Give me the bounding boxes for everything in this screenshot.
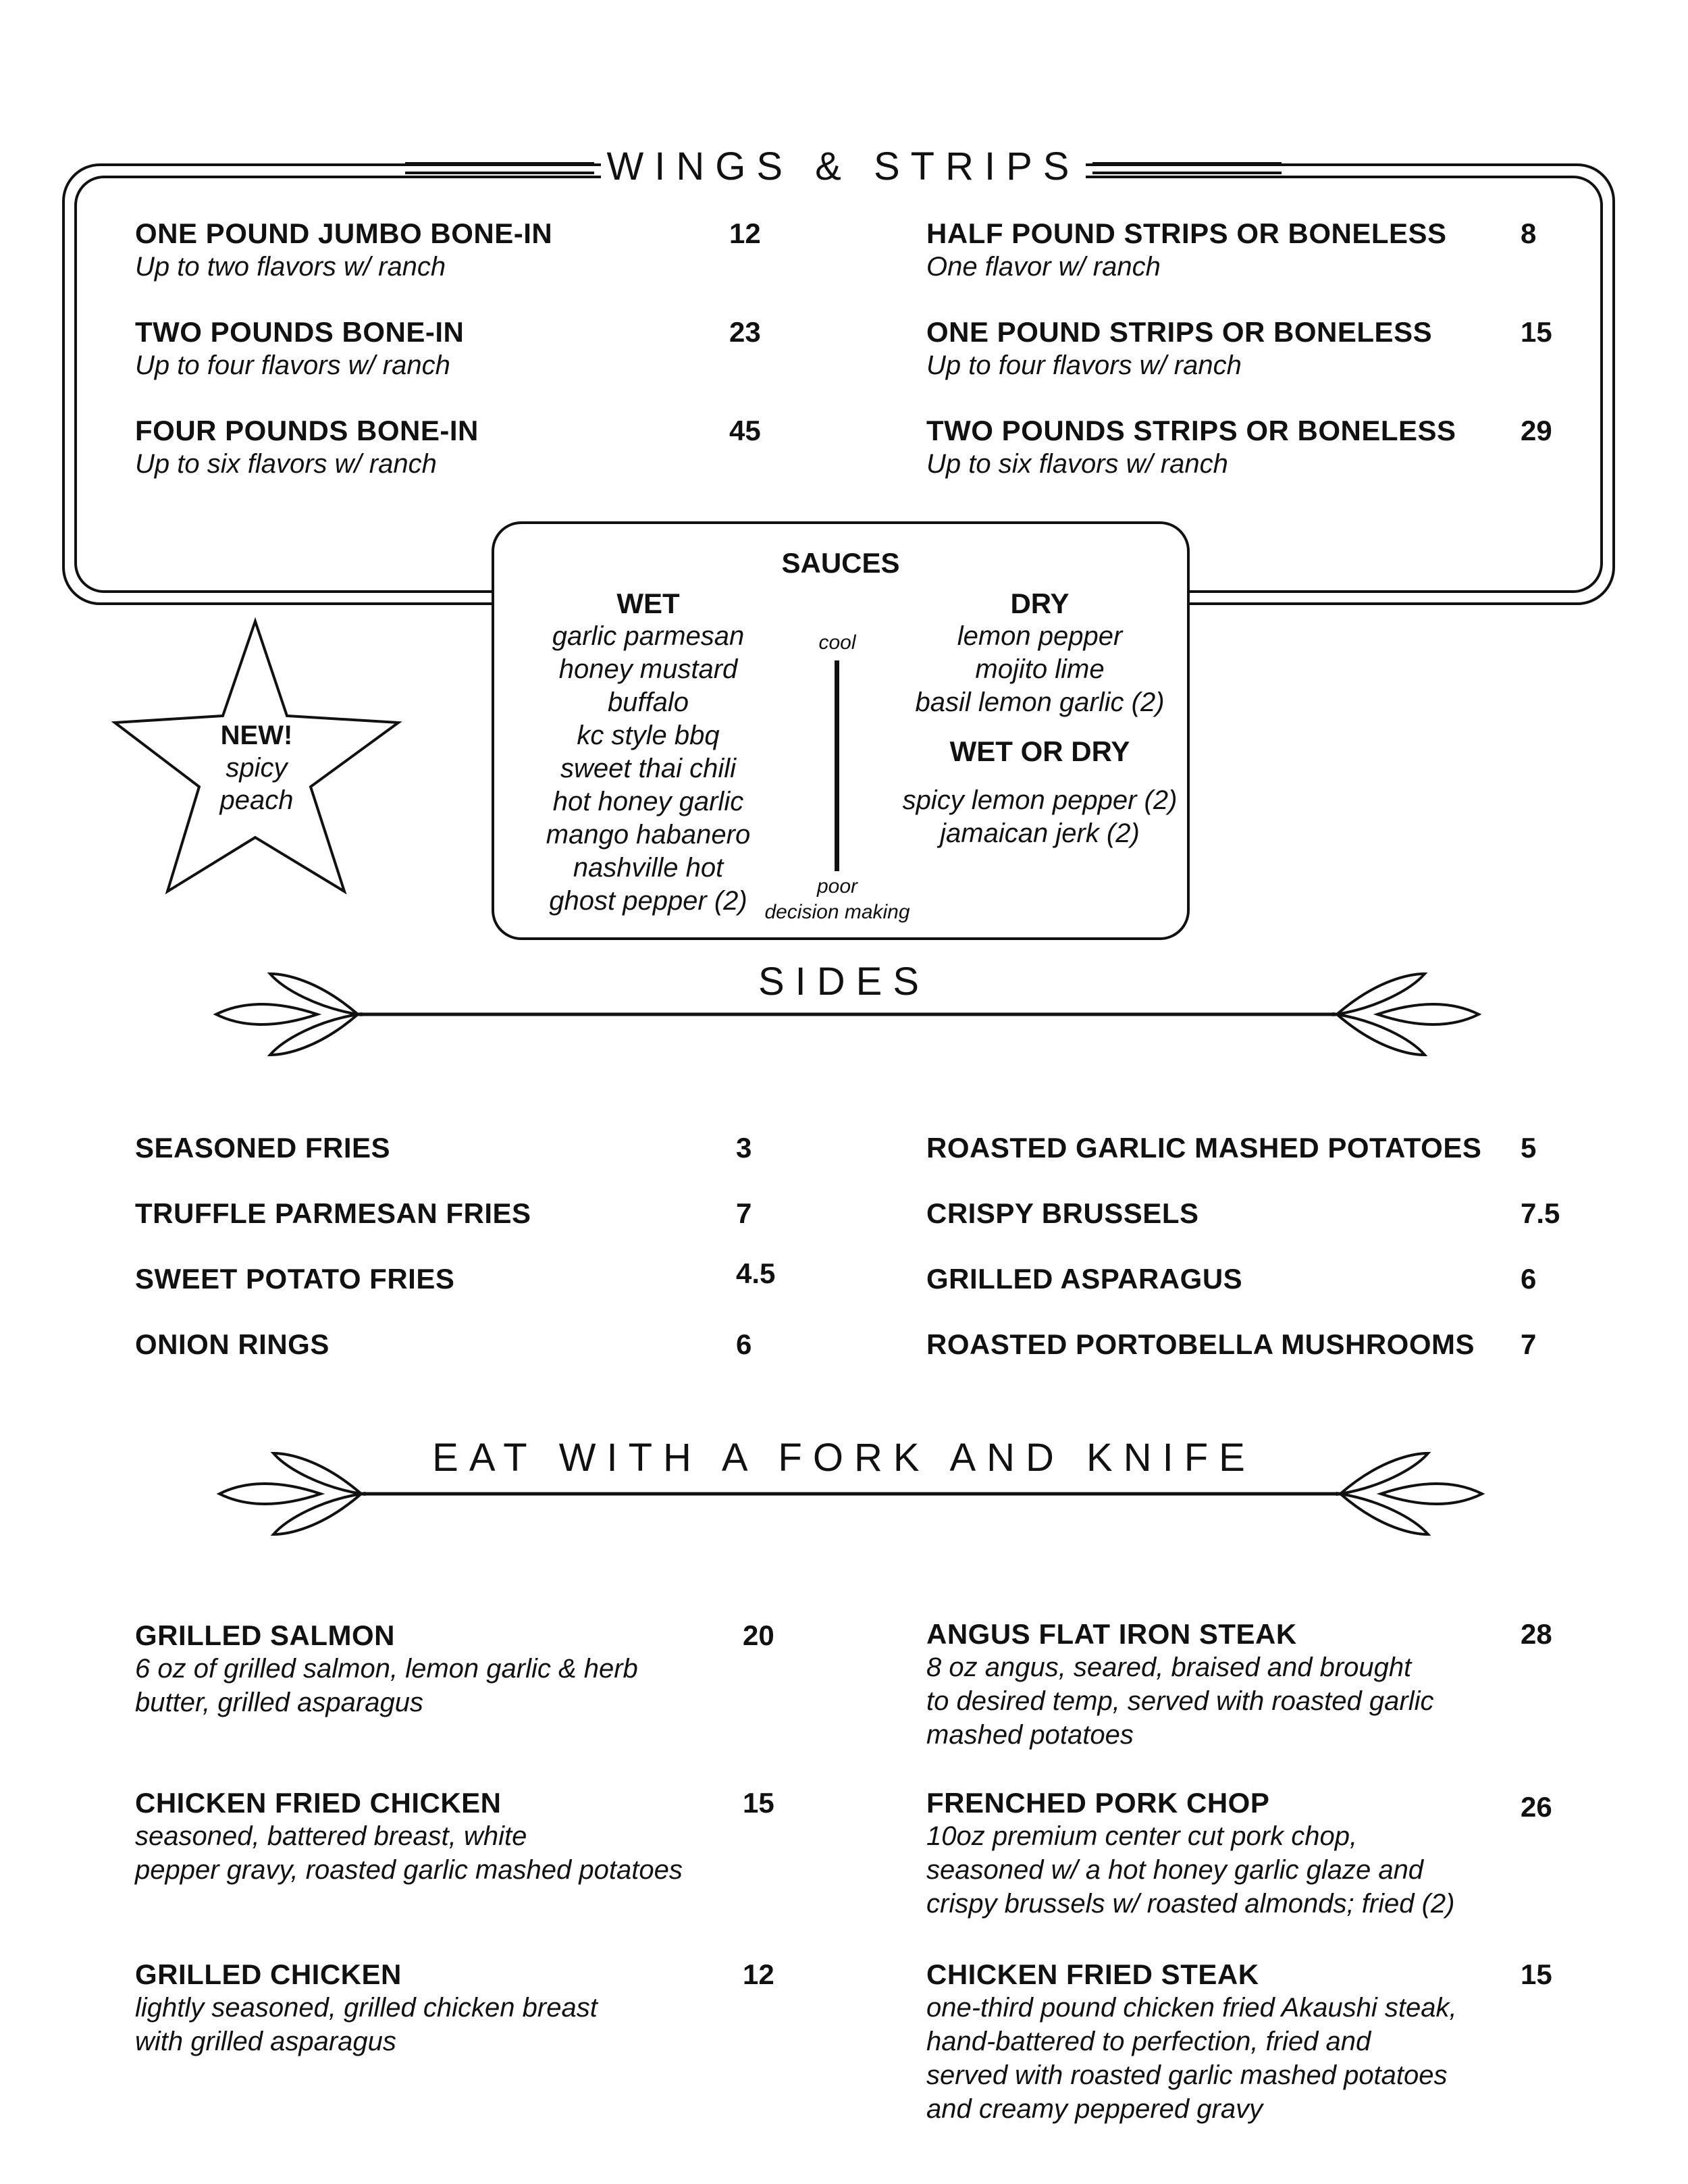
menu-item	[135, 1787, 797, 1895]
sauce-item: jamaican jerk (2)	[940, 818, 1140, 848]
menu-item	[926, 316, 1588, 415]
entrees-section-title: EAT WITH A FORK AND KNIFE	[432, 1436, 1256, 1480]
item-description: one-third pound chicken fried Akaushi steak,	[926, 1993, 1457, 2023]
item-description: served with roasted garlic mashed potatoes	[926, 2060, 1448, 2091]
item-price: 6	[1521, 1263, 1537, 1295]
sauce-item: buffalo	[607, 687, 689, 717]
item-price: 29	[1521, 415, 1552, 446]
menu-item	[135, 1257, 797, 1328]
sauce-item: kc style bbq	[577, 721, 720, 750]
menu-item	[926, 1132, 1602, 1197]
item-name: ANGUS FLAT IRON STEAK	[926, 1618, 1297, 1650]
item-description: with grilled asparagus	[135, 2027, 396, 2057]
new-badge-text: spicy	[226, 753, 288, 783]
item-description: butter, grilled asparagus	[135, 1688, 423, 1718]
item-name: HALF POUND STRIPS OR BONELESS	[926, 217, 1447, 249]
scale-bottom-label: decision making	[764, 901, 910, 923]
item-name: CHICKEN FRIED STEAK	[926, 1958, 1259, 1990]
item-description: 10oz premium center cut pork chop,	[926, 1821, 1358, 1852]
item-name: GRILLED CHICKEN	[135, 1958, 402, 1990]
item-description: Up to two flavors w/ ranch	[135, 252, 446, 282]
new-badge	[189, 719, 324, 816]
item-price: 12	[729, 217, 761, 249]
item-price: 3	[736, 1132, 752, 1164]
sides-leaf-divider	[0, 959, 1688, 1067]
item-name: FOUR POUNDS BONE-IN	[135, 415, 479, 446]
sauce-item: sweet thai chili	[560, 754, 737, 783]
item-description: 6 oz of grilled salmon, lemon garlic & herb	[135, 1654, 638, 1684]
menu-item	[926, 217, 1588, 316]
sauces-title: SAUCES	[781, 547, 900, 579]
menu-item	[926, 1958, 1602, 2134]
menu-item	[135, 316, 797, 415]
item-name: ROASTED PORTOBELLA MUSHROOMS	[926, 1328, 1475, 1360]
item-price: 26	[1521, 1791, 1552, 1823]
item-price: 12	[743, 1958, 774, 1990]
menu-item	[926, 1787, 1602, 1929]
item-price: 15	[1521, 316, 1552, 348]
item-name: ONE POUND JUMBO BONE-IN	[135, 217, 553, 249]
item-description: seasoned, battered breast, white	[135, 1821, 527, 1852]
new-badge-label: NEW!	[220, 721, 293, 750]
leaf-left-icon	[216, 974, 358, 1055]
new-badge-text: peach	[219, 785, 294, 815]
menu-item	[135, 1958, 797, 2066]
menu-item	[926, 1263, 1602, 1328]
sauce-item: honey mustard	[558, 654, 738, 684]
item-name: CHICKEN FRIED CHICKEN	[135, 1787, 502, 1819]
item-price: 4.5	[736, 1257, 776, 1289]
sauce-item: mango habanero	[546, 820, 751, 850]
item-name: TWO POUNDS STRIPS OR BONELESS	[926, 415, 1456, 446]
item-description: seasoned w/ a hot honey garlic glaze and	[926, 1855, 1424, 1886]
menu-item	[926, 1328, 1602, 1394]
wings-right-column	[926, 217, 1588, 513]
wet-title: WET	[616, 588, 680, 619]
item-name: ONION RINGS	[135, 1328, 329, 1360]
menu-item	[135, 217, 797, 316]
item-name: TWO POUNDS BONE-IN	[135, 316, 465, 348]
item-description: hand-battered to perfection, fried and	[926, 2027, 1371, 2057]
sides-section-title: SIDES	[758, 960, 930, 1004]
scale-top-label: cool	[818, 631, 856, 654]
item-price: 23	[729, 316, 761, 348]
item-name: GRILLED SALMON	[135, 1619, 395, 1651]
item-price: 15	[1521, 1958, 1552, 1990]
dry-title: DRY	[1010, 588, 1070, 619]
item-description: and creamy peppered gravy	[926, 2094, 1263, 2125]
item-name: SWEET POTATO FRIES	[135, 1263, 455, 1295]
wet-or-dry-title: WET OR DRY	[949, 735, 1130, 767]
item-price: 20	[743, 1619, 774, 1651]
item-description: Up to four flavors w/ ranch	[926, 350, 1242, 381]
item-price: 8	[1521, 217, 1537, 249]
sauce-item: ghost pepper (2)	[549, 886, 747, 916]
item-description: mashed potatoes	[926, 1720, 1134, 1750]
menu-item	[135, 1132, 797, 1197]
sides-right-column	[926, 1132, 1602, 1394]
sides-left-column	[135, 1132, 797, 1394]
item-name: SEASONED FRIES	[135, 1132, 391, 1164]
item-description: crispy brussels w/ roasted almonds; fried (2)	[926, 1889, 1455, 1919]
item-description: lightly seasoned, grilled chicken breast	[135, 1993, 598, 2023]
item-price: 28	[1521, 1618, 1552, 1650]
menu-item	[135, 1619, 797, 1727]
item-price: 7	[1521, 1328, 1537, 1360]
item-price: 15	[743, 1787, 774, 1819]
scale-bottom-label: poor	[816, 875, 858, 898]
wings-section-title: WINGS & STRIPS	[601, 147, 1086, 186]
leaf-left-icon	[219, 1453, 361, 1534]
sauce-item: mojito lime	[975, 654, 1105, 684]
entrees-leaf-divider	[0, 1438, 1688, 1546]
item-name: FRENCHED PORK CHOP	[926, 1787, 1270, 1819]
dry-sauce-list	[891, 620, 1188, 719]
item-price: 5	[1521, 1132, 1537, 1164]
sauce-item: nashville hot	[573, 853, 724, 883]
leaf-right-icon	[1337, 974, 1479, 1055]
menu-item	[926, 1618, 1602, 1760]
item-name: ONE POUND STRIPS OR BONELESS	[926, 316, 1433, 348]
wet-or-dry-list	[891, 784, 1188, 850]
item-price: 7.5	[1521, 1197, 1560, 1229]
item-description: to desired temp, served with roasted garlic	[926, 1686, 1434, 1717]
sauce-item: basil lemon garlic (2)	[915, 687, 1165, 717]
menu-item	[135, 415, 797, 513]
item-price: 7	[736, 1197, 752, 1229]
item-description: One flavor w/ ranch	[926, 252, 1161, 282]
item-description: Up to four flavors w/ ranch	[135, 350, 450, 381]
leaf-right-icon	[1340, 1453, 1482, 1534]
item-name: ROASTED GARLIC MASHED POTATOES	[926, 1132, 1482, 1164]
item-price: 45	[729, 415, 761, 446]
sauce-item: lemon pepper	[957, 621, 1123, 651]
item-price: 6	[736, 1328, 752, 1360]
wings-left-column	[135, 217, 797, 513]
sauce-item: spicy lemon pepper (2)	[902, 785, 1178, 815]
sauce-item: hot honey garlic	[552, 787, 744, 816]
wet-sauce-list	[513, 620, 783, 918]
menu-item	[135, 1328, 797, 1394]
menu-item	[135, 1197, 797, 1263]
heat-scale-bar	[835, 660, 839, 871]
dry-sauces	[891, 588, 1188, 850]
item-description: 8 oz angus, seared, braised and brought	[926, 1653, 1412, 1683]
item-name: CRISPY BRUSSELS	[926, 1197, 1199, 1229]
item-description: pepper gravy, roasted garlic mashed potatoes	[135, 1855, 683, 1886]
item-name: GRILLED ASPARAGUS	[926, 1263, 1243, 1295]
menu-item	[926, 415, 1588, 513]
wet-sauces	[513, 588, 783, 918]
item-description: Up to six flavors w/ ranch	[135, 449, 437, 479]
sauce-item: garlic parmesan	[552, 621, 745, 651]
menu-item	[926, 1197, 1602, 1263]
item-description: Up to six flavors w/ ranch	[926, 449, 1228, 479]
item-name: TRUFFLE PARMESAN FRIES	[135, 1197, 531, 1229]
